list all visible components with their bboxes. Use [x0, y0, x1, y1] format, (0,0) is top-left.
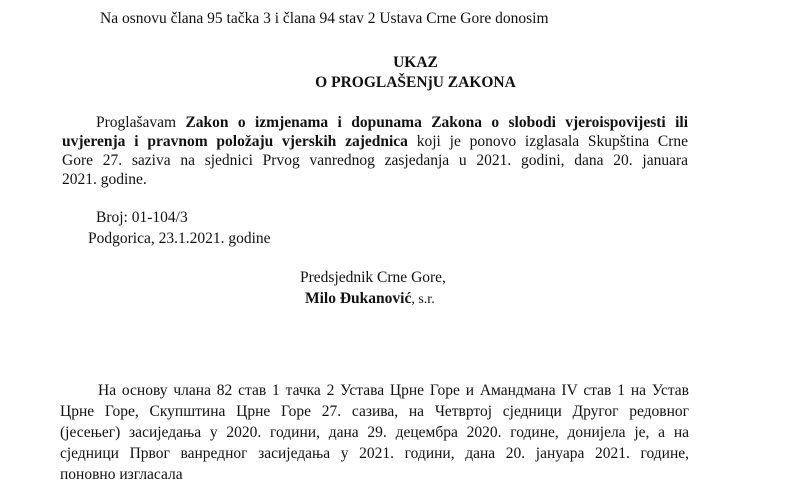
para1-l4: 2021. godine.	[62, 171, 147, 188]
law-title-part2: uvjerenja i pravnom položaju vjerskih zajednica	[62, 133, 408, 150]
signatory-role: Predsjednik Crne Gore,	[300, 269, 446, 286]
para1-l2-post: koji je ponovo izglasala Skupština Crne	[407, 133, 689, 150]
cyr-l3: (јесењег) засиједања у 2020. години, дана 29. децембра 2020. године, донијела је, а на	[60, 424, 689, 441]
place-date: Podgorica, 23.1.2021. godine	[88, 230, 271, 247]
law-title-part1: Zakon o izmjenama i dopunama Zakona o slobodi vjeroispovijesti ili	[185, 114, 688, 131]
signatory-name: Milo Đukanović	[305, 290, 412, 307]
decree-title: UKAZ	[393, 54, 438, 71]
signatory-suffix: , s.r.	[411, 292, 435, 307]
cyr-l5: поновно изгласала	[60, 466, 183, 483]
cyr-l2: Црне Горе, Скупштина Црне Горе 27. сазива, на Четвртој сједници Другог редовног	[60, 403, 689, 420]
cyr-l1: На основу члана 82 став 1 тачка 2 Устава Црне Горе и Амандмана IV став 1 на Устав	[98, 382, 689, 399]
cyr-l4: сједници Првог ванредног засиједања у 2021. години, дана 20. јануара 2021. године,	[60, 445, 689, 462]
intro-line: Na osnovu člana 95 tačka 3 i člana 94 stav 2 Ustava Crne Gore donosim	[100, 10, 549, 27]
para1-l1-pre: Proglašavam	[96, 114, 186, 131]
para1-l3: Gore 27. saziva na sjednici Prvog vanrednog zasjedanja u 2021. godini, dana 20. januara	[62, 152, 688, 169]
decree-subtitle: O PROGLAŠENjU ZAKONA	[315, 74, 516, 91]
decree-number: Broj: 01-104/3	[96, 209, 188, 226]
